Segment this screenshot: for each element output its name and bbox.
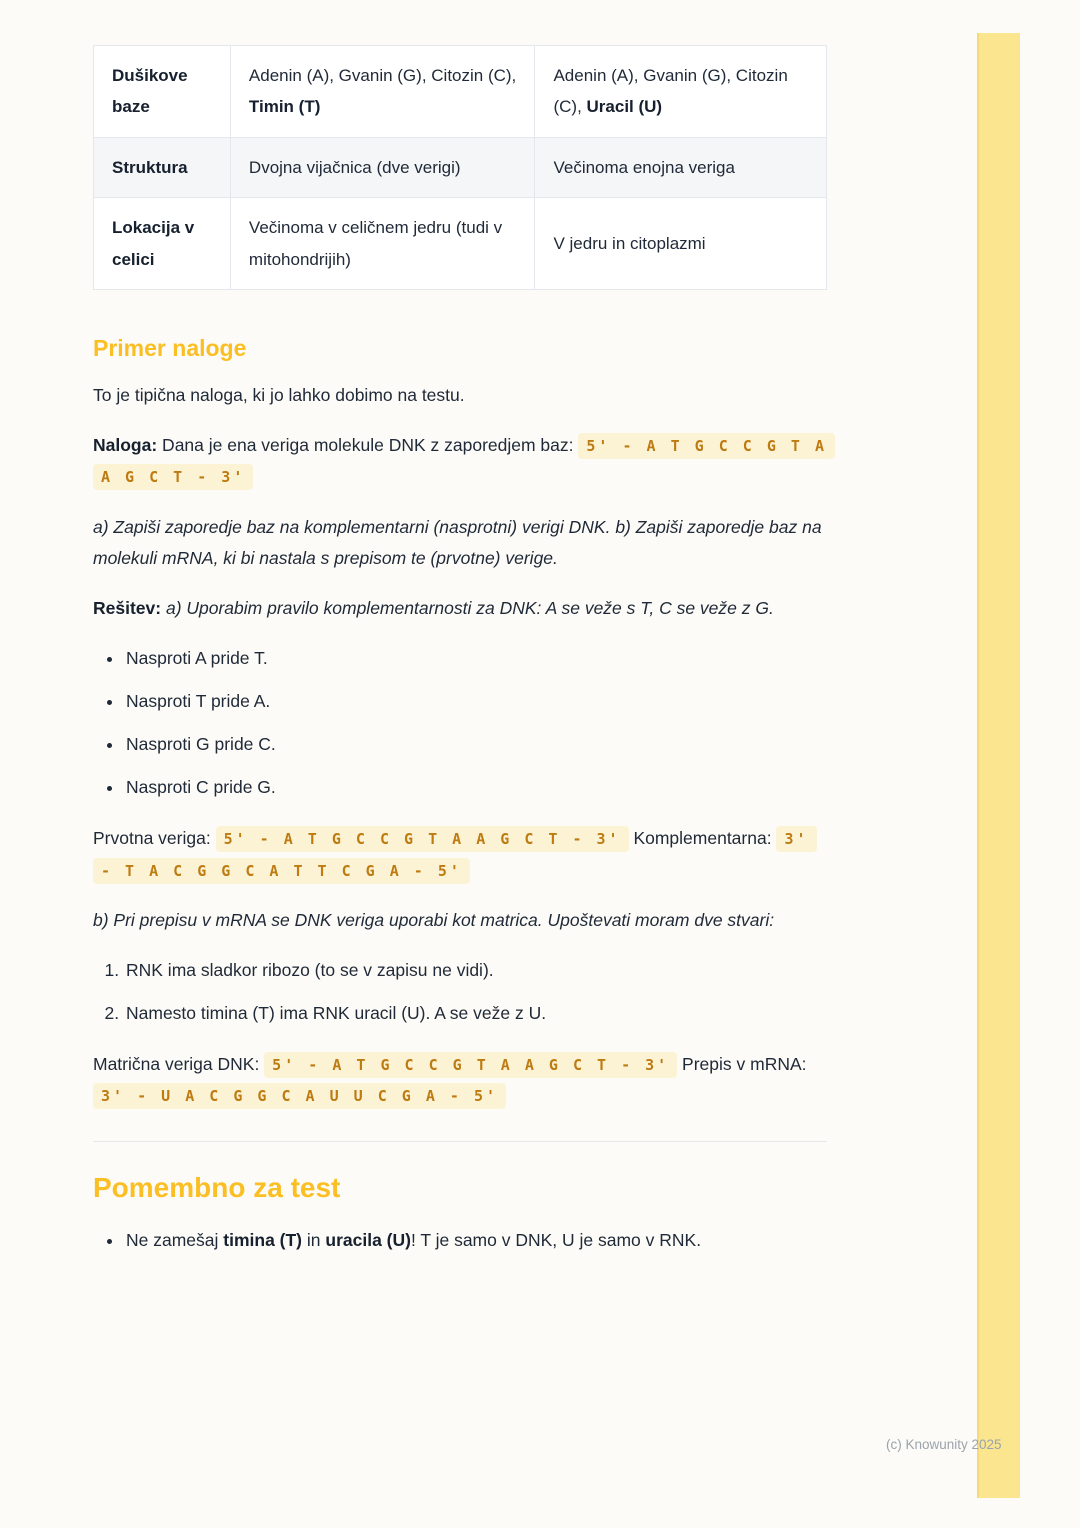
naloga-text: Dana je ena veriga molekule DNK z zaporedjem baz: — [157, 435, 579, 456]
primer-naloge-heading: Primer naloge — [93, 335, 247, 362]
template-strand-code: 5' - A T G C C G T A A G C T - 3' — [264, 1052, 677, 1078]
mrna-strand-code: 3' - U A C G G C A U U C G A - 5' — [93, 1083, 506, 1109]
list-item: 1. RNK ima sladkor ribozo (to se v zapisu ne vidi). — [124, 955, 827, 986]
transcription-paragraph — [93, 1049, 827, 1111]
table-row — [94, 46, 827, 138]
naloga-label: Naloga: — [93, 435, 158, 456]
dna-sequence-code: 5' - A T G C C G T A A G C T - 3' — [93, 433, 835, 490]
complement-rules-list — [93, 643, 827, 804]
list-item: • Nasproti T pride A. — [124, 686, 827, 717]
intro-paragraph: To je tipična naloga, ki jo lahko dobimo na testu. — [93, 385, 465, 406]
komplementarna-label: Komplementarna: — [628, 828, 777, 849]
task-b-paragraph: b) Pri prepisu v mRNA se DNK veriga uporabi kot matrica. Upoštevati moram dve stvari: — [93, 909, 775, 930]
note-text: in — [302, 1229, 326, 1250]
table-row — [94, 198, 827, 290]
original-strand-code: 5' - A T G C C G T A A G C T - 3' — [216, 826, 629, 852]
list-item: • Nasproti G pride C. — [124, 729, 827, 760]
accent-stripe — [977, 33, 1020, 1498]
prvotna-label: Prvotna veriga: — [93, 828, 216, 849]
note-text: ! T je samo v DNK, U je samo v RNK. — [410, 1229, 702, 1250]
dnk-rnk-comparison-table — [93, 45, 827, 290]
mrna-rules-list — [93, 955, 827, 1029]
rnk-cell: Večinoma enojna veriga — [535, 137, 827, 197]
list-item: • Nasproti A pride T. — [124, 643, 827, 674]
notes-page-content — [93, 0, 827, 1256]
copyright-note: (c) Knowunity 2025 — [886, 1437, 1002, 1452]
section-divider — [93, 1141, 827, 1142]
rnk-cell — [535, 46, 827, 138]
resitev-text: a) Uporabim pravilo komplementarnosti za DNK: A se veže s T, C se veže z G. — [161, 597, 774, 618]
row-header-cell: Struktura — [94, 137, 231, 197]
cell-text: Adenin (A), Gvanin (G), Citozin (C), — [553, 66, 788, 117]
list-item — [124, 1225, 827, 1256]
list-item: • Nasproti C pride G. — [124, 772, 827, 803]
note-bold: timina (T) — [223, 1229, 303, 1250]
task-ab-paragraph: a) Zapiši zaporedje baz na komplementarni (nasprotni) verigi DNK. b) Zapiši zaporedje baz na molekuli mRNA, ki bi nastala s prepisom te (prvotne) verige. — [93, 516, 822, 568]
note-text: Ne zamešaj — [126, 1229, 224, 1250]
note-bold: uracila (U) — [325, 1229, 411, 1250]
resitev-label: Rešitev: — [93, 597, 162, 618]
rnk-cell: V jedru in citoplazmi — [535, 198, 827, 290]
prepis-label: Prepis v mRNA: — [677, 1054, 807, 1075]
cell-bold-text: Uracil (U) — [586, 97, 663, 117]
row-header-cell: Dušikove baze — [94, 46, 231, 138]
cell-bold-text: Timin (T) — [248, 97, 321, 117]
list-item: 2. Namesto timina (T) ima RNK uracil (U). A se veže z U. — [124, 998, 827, 1029]
dnk-cell: Dvojna vijačnica (dve verigi) — [230, 137, 535, 197]
matricna-label: Matrična veriga DNK: — [93, 1054, 265, 1075]
dnk-cell — [230, 46, 535, 138]
complementary-strand-code: 3' - T A C G G C A T T C G A - 5' — [93, 826, 817, 883]
pomembno-heading: Pomembno za test — [93, 1172, 341, 1204]
table-row — [94, 137, 827, 197]
naloga-paragraph — [93, 430, 827, 492]
dnk-cell: Večinoma v celičnem jedru (tudi v mitohondrijih) — [230, 198, 535, 290]
important-notes-list — [93, 1225, 827, 1256]
cell-text: Adenin (A), Gvanin (G), Citozin (C), — [248, 66, 517, 85]
resitev-paragraph — [93, 593, 827, 624]
strands-paragraph — [93, 823, 827, 885]
row-header-cell: Lokacija v celici — [94, 198, 231, 290]
